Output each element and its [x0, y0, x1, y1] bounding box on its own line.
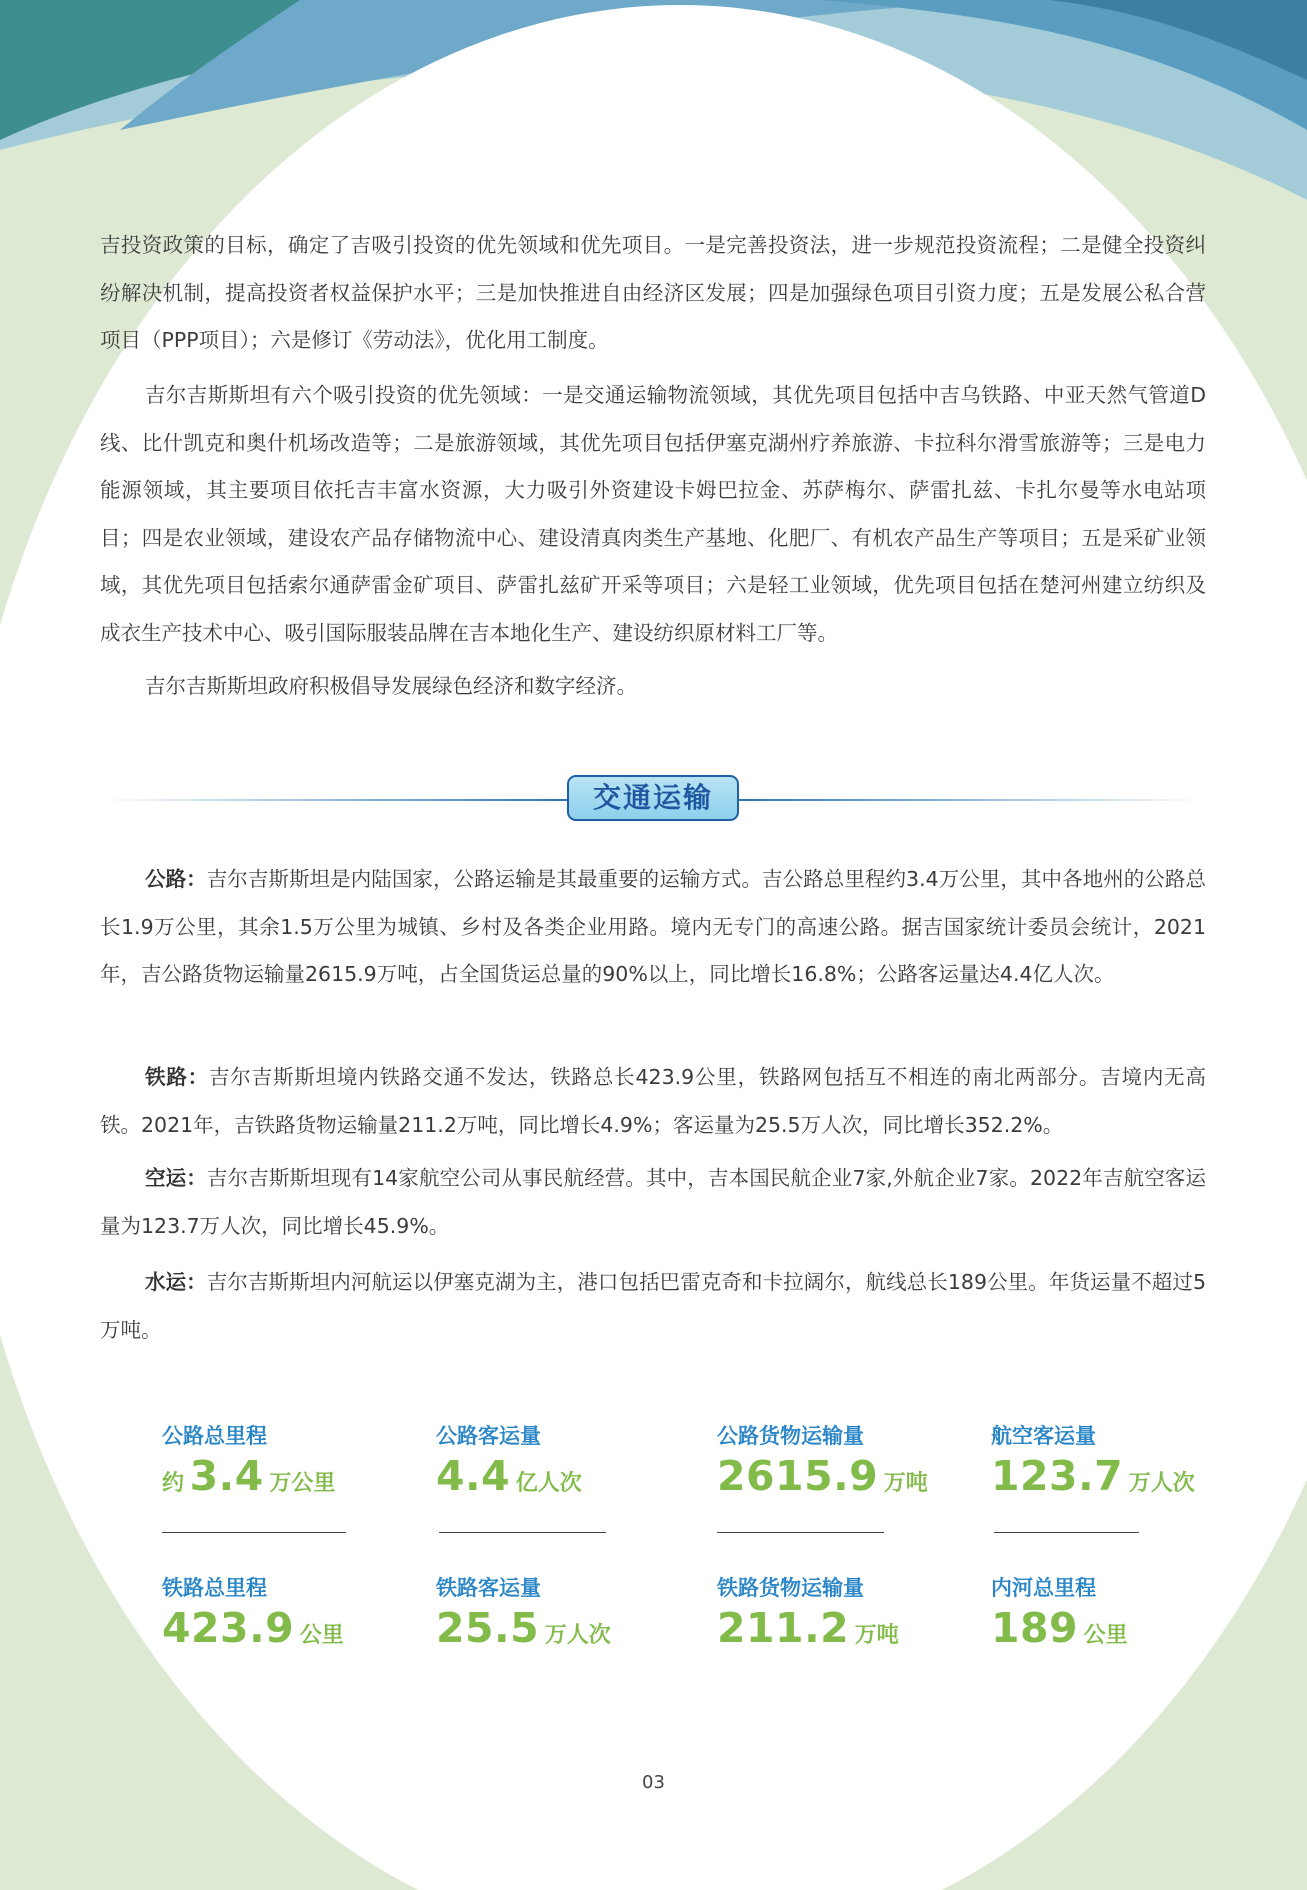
stat-divider: [162, 1532, 346, 1533]
road-paragraph: [100, 856, 1206, 999]
water-text: 吉尔吉斯斯坦内河航运以伊塞克湖为主，港口包括巴雷克奇和卡拉阔尔，航线总长189公里。年货运量不超过5万吨。: [100, 1270, 1207, 1342]
stat-air-passenger: [991, 1420, 1195, 1500]
stat-label: 铁路客运量: [436, 1576, 541, 1600]
stat-unit: 万吨: [854, 1623, 899, 1648]
stat-value: [162, 1452, 335, 1500]
stat-number: 189: [991, 1604, 1079, 1652]
water-paragraph: [100, 1259, 1206, 1354]
rail-text: 吉尔吉斯斯坦境内铁路交通不发达，铁路总长423.9公里，铁路网包括互不相连的南北两部分。吉境内无高铁。2021年，吉铁路货物运输量211.2万吨，同比增长4.9%；客运量为25.5万人次，同比增长352.2%。: [100, 1065, 1207, 1137]
stat-unit: 万人次: [544, 1623, 611, 1648]
stat-divider: [717, 1532, 884, 1533]
stat-number: 211.2: [717, 1604, 850, 1652]
intro-paragraph-3: 吉尔吉斯斯坦政府积极倡导发展绿色经济和数字经济。: [145, 674, 637, 698]
stat-number: 4.4: [436, 1452, 511, 1500]
section-divider-left: [100, 799, 570, 801]
stat-value: [436, 1604, 611, 1652]
air-text: 吉尔吉斯斯坦现有14家航空公司从事民航经营。其中，吉本国民航企业7家,外航企业7家。2022年吉航空客运量为123.7万人次，同比增长45.9%。: [100, 1166, 1207, 1238]
road-text: 吉尔吉斯斯坦是内陆国家，公路运输是其最重要的运输方式。吉公路总里程约3.4万公里，其中各地州的公路总长1.9万公里，其余1.5万公里为城镇、乡村及各类企业用路。境内无专门的高速公路。据吉国家统计委员会统计，2021年，吉公路货物运输量2615.9万吨，占全国货运总量的90%以上，同比增长16.8%；公路客运量达4.4亿人次。: [100, 867, 1207, 986]
rail-paragraph: [100, 1054, 1206, 1149]
stat-unit: 万人次: [1128, 1471, 1195, 1496]
stat-value: [717, 1604, 899, 1652]
water-label: 水运：: [145, 1270, 207, 1294]
page-number: 03: [642, 1772, 665, 1793]
stat-road-freight: [717, 1420, 928, 1500]
stat-label: 公路客运量: [436, 1424, 541, 1448]
stat-rail-freight: [717, 1572, 899, 1652]
stat-value: [991, 1604, 1128, 1652]
intro-paragraph-2: 吉尔吉斯斯坦有六个吸引投资的优先领域：一是交通运输物流领域，其优先项目包括中吉乌铁路、中亚天然气管道D线、比什凯克和奥什机场改造等；二是旅游领域，其优先项目包括伊塞克湖州疗养旅游、卡拉科尔滑雪旅游等；三是电力能源领域，其主要项目依托吉丰富水资源，大力吸引外资建设卡姆巴拉金、苏萨梅尔、萨雷扎兹、卡扎尔曼等水电站项目；四是农业领域，建设农产品存储物流中心、建设清真肉类生产基地、化肥厂、有机农产品生产等项目；五是采矿业领域，其优先项目包括索尔通萨雷金矿项目、萨雷扎兹矿开采等项目；六是轻工业领域，优先项目包括在楚河州建立纺织及成衣生产技术中心、吸引国际服装品牌在吉本地化生产、建设纺织原材料工厂等。: [100, 383, 1206, 645]
section-header: [100, 775, 1206, 825]
stat-unit: 万公里: [269, 1471, 336, 1496]
stat-label: 航空客运量: [991, 1424, 1096, 1448]
road-label: 公路：: [145, 867, 207, 891]
intro-paragraph-1: 吉投资政策的目标，确定了吉吸引投资的优先领域和优先项目。一是完善投资法，进一步规范投资流程；二是健全投资纠纷解决机制，提高投资者权益保护水平；三是加快推进自由经济区发展；四是加强绿色项目引资力度；五是发展公私合营项目（PPP项目）；六是修订《劳动法》，优化用工制度。: [100, 233, 1206, 352]
section-divider-right: [736, 799, 1206, 801]
stat-value: [436, 1452, 582, 1500]
stat-road-passenger: [436, 1420, 582, 1500]
stat-rail-passenger: [436, 1572, 611, 1652]
section-title: 交通运输: [567, 775, 739, 821]
stat-unit: 公里: [1083, 1623, 1128, 1648]
stat-number: 2615.9: [717, 1452, 879, 1500]
stat-road-total-length: [162, 1420, 335, 1500]
stat-value: [717, 1452, 928, 1500]
rail-label: 铁路：: [145, 1065, 209, 1089]
air-label: 空运：: [145, 1166, 207, 1190]
stat-divider: [994, 1532, 1139, 1533]
stat-label: 铁路总里程: [162, 1576, 267, 1600]
stat-divider: [439, 1532, 606, 1533]
stat-number: 423.9: [162, 1604, 295, 1652]
stat-label: 内河总里程: [991, 1576, 1096, 1600]
stat-prefix: 约: [162, 1471, 185, 1496]
stat-label: 公路货物运输量: [717, 1424, 864, 1448]
stat-rail-total-length: [162, 1572, 344, 1652]
stat-unit: 万吨: [883, 1471, 928, 1496]
stat-label: 铁路货物运输量: [717, 1576, 864, 1600]
stat-label: 公路总里程: [162, 1424, 267, 1448]
stat-unit: 亿人次: [515, 1471, 582, 1496]
stat-number: 25.5: [436, 1604, 540, 1652]
stat-unit: 公里: [299, 1623, 344, 1648]
stat-value: [991, 1452, 1195, 1500]
stat-number: 3.4: [189, 1452, 264, 1500]
air-paragraph: [100, 1155, 1206, 1250]
stat-inland-waterway-length: [991, 1572, 1128, 1652]
stat-value: [162, 1604, 344, 1652]
stat-number: 123.7: [991, 1452, 1124, 1500]
